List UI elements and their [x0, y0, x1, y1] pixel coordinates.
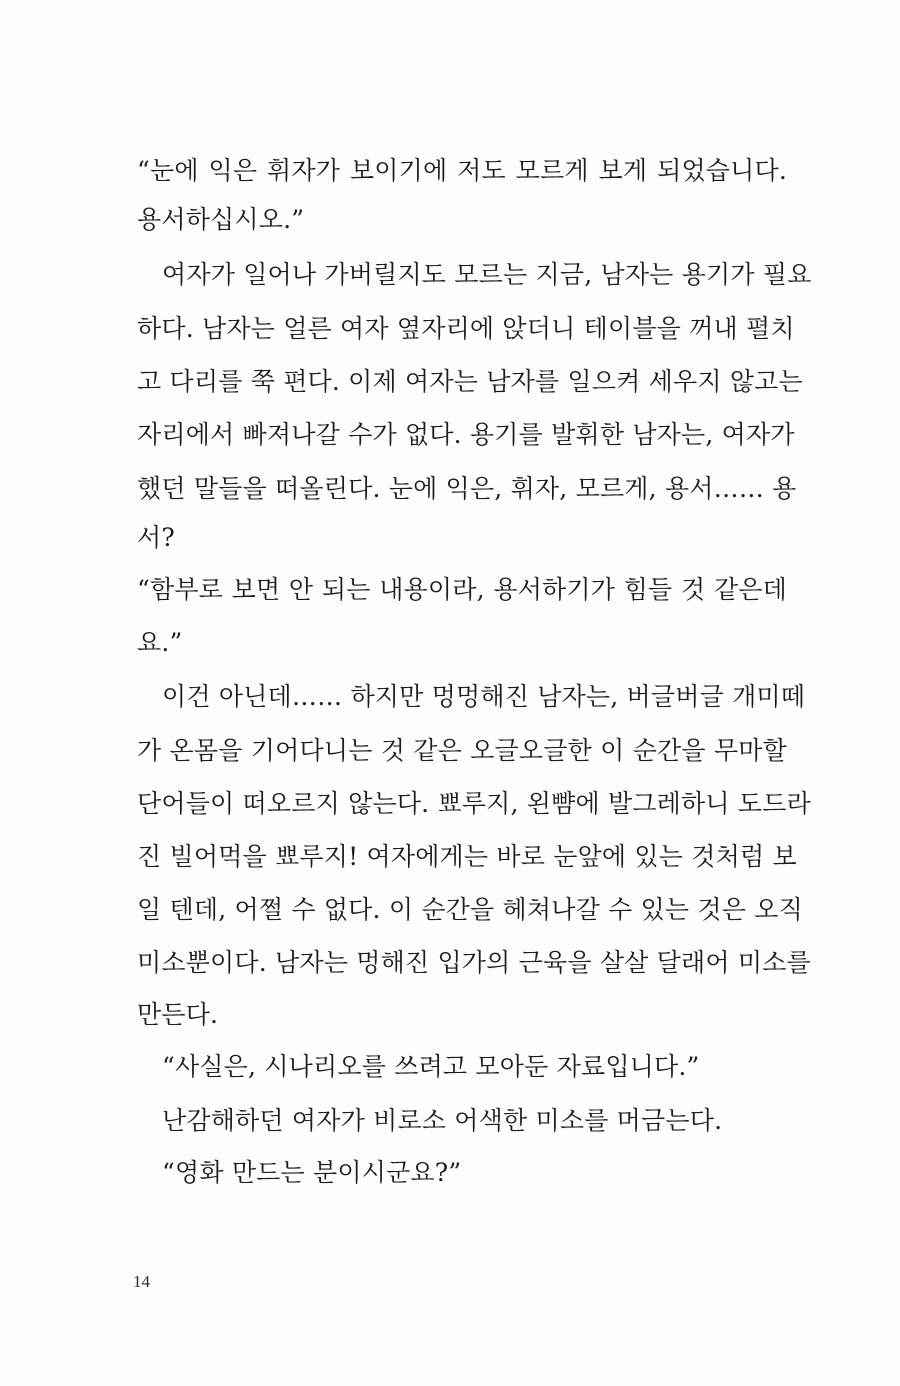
text-line: 했던 말들을 떠올린다. 눈에 익은, 휘자, 모르게, 용서…… 용 [137, 474, 797, 503]
text-line: 고 다리를 쭉 편다. 이제 여자는 남자를 일으켜 세우지 않고는 [137, 367, 803, 396]
text-line: “영화 만드는 분이시군요?” [162, 1158, 462, 1187]
text-line: 단어들이 떠오르지 않는다. 뾰루지, 왼뺨에 발그레하니 도드라 [137, 789, 811, 818]
text-line: 이건 아닌데…… 하지만 멍멍해진 남자는, 버글버글 개미떼 [162, 682, 806, 711]
text-line: “사실은, 시나리오를 쓰려고 모아둔 자료입니다.” [162, 1052, 700, 1081]
text-line: 서? [137, 523, 175, 552]
text-line: “함부로 보면 안 되는 내용이라, 용서하기가 힘들 것 같은데 [137, 575, 787, 604]
text-line: 여자가 일어나 가버릴지도 모르는 지금, 남자는 용기가 필요 [162, 260, 812, 289]
text-line: 만든다. [137, 1000, 219, 1029]
text-line: 일 텐데, 어쩔 수 없다. 이 순간을 헤쳐나갈 수 있는 것은 오직 [137, 895, 803, 924]
text-line: “눈에 익은 휘자가 보이기에 저도 모르게 보게 되었습니다. [137, 156, 787, 185]
text-line: 미소뿐이다. 남자는 멍해진 입가의 근육을 살살 달래어 미소를 [137, 948, 811, 977]
text-line: 진 빌어먹을 뾰루지! 여자에게는 바로 눈앞에 있는 것처럼 보 [137, 842, 797, 871]
text-line: 하다. 남자는 얼른 여자 옆자리에 앉더니 테이블을 꺼내 펼치 [137, 314, 795, 343]
text-line: 자리에서 빠져나갈 수가 없다. 용기를 발휘한 남자는, 여자가 [137, 420, 795, 449]
text-line: 요.” [137, 628, 183, 657]
page-number: 14 [133, 1272, 150, 1291]
text-line: 용서하십시오.” [137, 205, 305, 234]
text-line: 가 온몸을 기어다니는 것 같은 오글오글한 이 순간을 무마할 [137, 736, 787, 765]
text-line: 난감해하던 여자가 비로소 어색한 미소를 머금는다. [162, 1106, 723, 1135]
